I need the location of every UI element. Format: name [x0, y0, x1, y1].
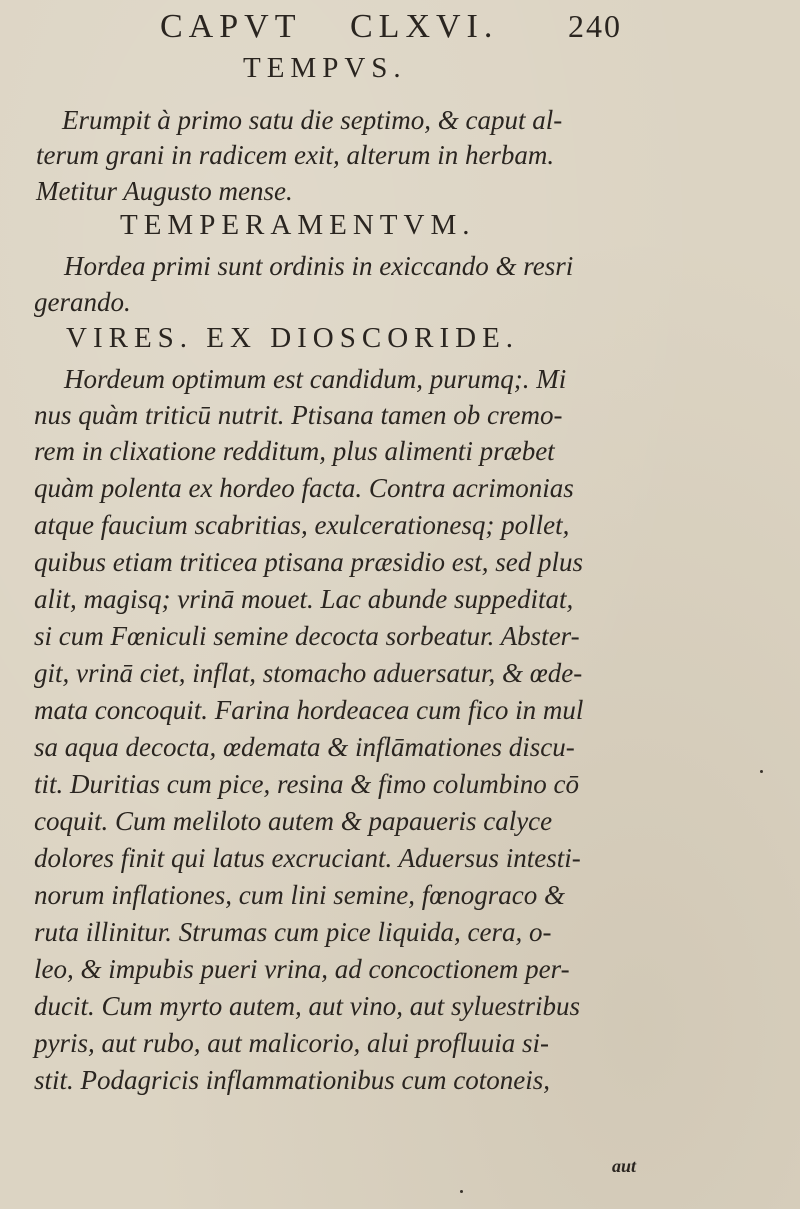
text-line: alit, magisq; vrinā mouet. Lac abunde suppeditat, [34, 584, 574, 614]
text-line: ruta illinitur. Strumas cum pice liquida, cera, o- [34, 917, 552, 947]
text-line: ducit. Cum myrto autem, aut vino, aut syluestribus [34, 991, 580, 1021]
catchword: aut [612, 1156, 637, 1176]
text-line: Hordeum optimum est candidum, purumq;. Mi [64, 364, 567, 394]
text-line: gerando. [34, 287, 131, 317]
text-line: dolores finit qui latus excruciant. Aduersus intesti- [34, 843, 581, 873]
folio-number: 240 [568, 8, 622, 44]
text-line: terum grani in radicem exit, alterum in herbam. [36, 140, 555, 170]
ink-speck [460, 1190, 463, 1193]
text-line: leo, & impubis pueri vrina, ad concoctionem per- [34, 954, 570, 984]
text-line: git, vrinā ciet, inflat, stomacho aduersatur, & œde- [34, 658, 583, 688]
text-line: pyris, aut rubo, aut malicorio, alui profluuia si- [34, 1028, 550, 1058]
text-line: rem in clixatione redditum, plus alimenti præbet [34, 436, 555, 466]
text-line: Erumpit à primo satu die septimo, & caput al- [62, 105, 563, 135]
heading-vires-ex-dioscoride: VIRES. EX DIOSCORIDE. [66, 322, 520, 354]
text-line: si cum Fœniculi semine decocta sorbeatur. Abster- [34, 621, 580, 651]
heading-temperamentum: TEMPERAMENTVM. [120, 209, 476, 241]
text-line: mata concoquit. Farina hordeacea cum fico in mul [34, 695, 584, 725]
running-head-caput: CAPVT [160, 8, 302, 45]
text-line: quibus etiam triticea ptisana præsidio est, sed plus [34, 547, 584, 577]
running-head-chapter-number: CLXVI. [350, 8, 499, 45]
text-line: sa aqua decocta, œdemata & inflāmationes discu- [34, 732, 575, 762]
text-line: quàm polenta ex hordeo facta. Contra acrimonias [34, 473, 574, 503]
text-line: stit. Podagricis inflammationibus cum cotoneis, [34, 1065, 550, 1095]
text-line: tit. Duritias cum pice, resina & fimo columbino cō [34, 769, 579, 799]
text-line: Hordea primi sunt ordinis in exiccando & resri [64, 251, 574, 281]
text-line: coquit. Cum meliloto autem & papaueris calyce [34, 806, 553, 836]
text-line: atque faucium scabritias, exulcerationesq; pollet, [34, 510, 570, 540]
text-line: norum inflationes, cum lini semine, fœnograco & [34, 880, 565, 910]
ink-speck [760, 770, 763, 773]
text-line: nus quàm triticū nutrit. Ptisana tamen ob cremo- [34, 400, 563, 430]
text-line: Metitur Augusto mense. [36, 176, 293, 206]
heading-tempus: TEMPVS. [243, 52, 407, 84]
running-head [150, 6, 670, 46]
